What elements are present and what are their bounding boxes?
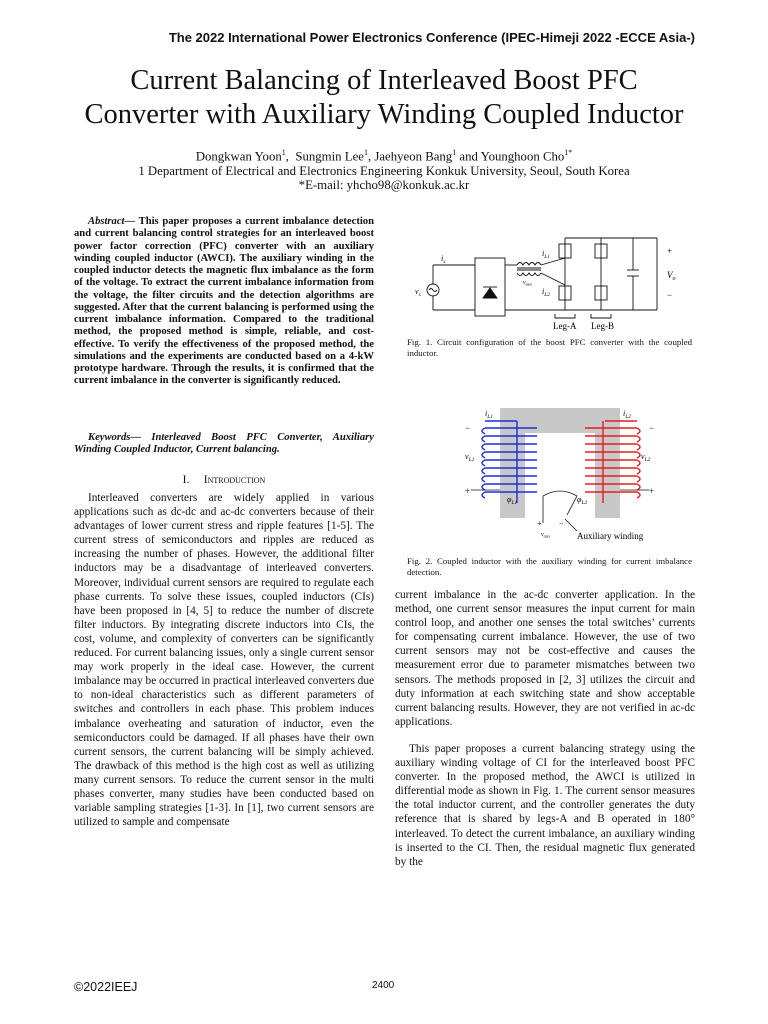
fig1-il2-sub: L2 <box>544 292 551 298</box>
svg-text:vaux <box>541 532 550 539</box>
fig2-vaux-sub: aux <box>543 533 551 539</box>
svg-text:φL2 <box>577 495 587 506</box>
author-affiliation-mark: 1* <box>564 148 573 157</box>
fig2-phi2-label: φ <box>577 495 582 504</box>
section-title: Introduction <box>203 474 266 486</box>
author-affiliation-mark: 1 <box>452 148 457 157</box>
fig1-il2-label: i <box>542 287 545 296</box>
fig2-vl1-sub: L1 <box>468 457 475 463</box>
fig1-vaux-label: v <box>523 280 526 286</box>
fig2-vl1-label: v <box>465 452 469 461</box>
abstract-text: — This paper proposes a current imbalance detection and current balancing control strategies for an interleaved boost power factor correction (PFC) converter with an auxiliary winding coupled inductor (AWCI). The auxiliary winding in the coupled inductor detects the magnetic flux imbalance as the form of the voltage. To extract the current imbalance information from the voltage, the filter circuits and the detection algorithms are suggested. After that the current balancing is performed using the current imbalance information. Compared to the traditional method, the proposed method is simple, reliable, and cost-effective. To verify the effectiveness of the proposed method, the simulations and the experiments are conducted based on a 4-kW prototype hardware. Through the results, it is confirmed that the current imbalance in the converter is significantly reduced. <box>74 216 374 387</box>
right-paragraph-2: This paper proposes a current balancing strategy using the auxiliary winding voltage of CI for the interleaved boost PFC converter. In the proposed method, the AWCI is utilized in differential mode as shown in Fig. 1. The current sensor measures the total inductor current, and the controller generates the duty reference that is shared by legs-A and B operated in 180° interleaved. To detect the current imbalance, an auxiliary winding is inserted to the CI. Then, the residual magnetic flux generated by the <box>395 743 695 868</box>
conference-header: The 2022 International Power Electronics Conference (IPEC-Himeji 2022 -ECCE Asia-) <box>168 30 695 45</box>
paper-title <box>0 64 768 132</box>
fig2-vaux-label: v <box>541 532 544 538</box>
section-number: I. <box>182 474 190 486</box>
fig2-minus-aux: − <box>559 519 564 528</box>
fig1-vo-sub: o <box>672 276 676 282</box>
svg-text:iL2 <box>623 409 631 420</box>
figure-1-circuit <box>405 228 690 334</box>
author-list: Dongkwan Yoon$^1$, Sungmin Lee$^1$, Jaehyeon Bang$^1$ and Younghoon Cho$^{1*}$ <box>195 148 573 164</box>
svg-text:vL1 <box>465 452 475 463</box>
author-name: Sungmin Lee <box>295 149 364 164</box>
fig1-is-label: i <box>441 254 444 263</box>
intro-paragraph-1: Interleaved converters are widely applied in various applications such as dc-dc and ac-dc converters because of their advantages of lower current stress and ripple features [1-5]. The current stress of semiconductors and ripples are reduced as increasing the number of phases. However, the additional filter inductors may be a disadvantage of interleaved converters. Moreover, individual current sensors are required to regulate each phase currents. To solve these issues, coupled inductors (CIs) have been proposed in [4, 5] to reduce the number of discrete filter inductors. By integrating discrete inductors into CIs, the cost, volume, and complexity of converters can be significantly reduced. For current balancing issues, only a single current sensor may work properly in the ideal case. However, the current imbalance may be occurred in practical interleaved converters due to non-ideal characteristics such as different parameters of switches and controllers in each phase. This problem induces imbalance overheating and saturation of inductor, even the semiconductors could be damaged. If all phases have their own current sensors, the current balancing will be simply achieved. The drawback of this method is the high cost as well as utilizing many current sensors. To reduce the current sensor in the multi phases converter, many studies have been conducted based on variable sampling strategies [1-3]. In [1], two current sensors are utilized to sample and compensate <box>74 492 374 829</box>
svg-text:iL1 <box>542 249 550 260</box>
fig2-vl2-sub: L2 <box>644 457 651 463</box>
fig1-plus: + <box>667 246 673 256</box>
fig1-vo-label: V <box>667 270 673 280</box>
copyright: ©2022IEEJ <box>74 980 138 994</box>
page-number: 2400 <box>372 980 395 991</box>
affiliation: 1 Department of Electrical and Electronics Engineering Konkuk University, Seoul, South Korea <box>138 163 630 178</box>
section-heading <box>74 474 374 486</box>
fig1-vaux-sub: aux <box>525 281 533 287</box>
fig2-il2-label: i <box>623 409 626 418</box>
author-block <box>0 146 768 193</box>
svg-text:vaux <box>523 280 532 287</box>
fig1-leg-b: Leg-B <box>591 321 614 331</box>
fig1-is-sub: s <box>443 259 446 265</box>
svg-text:Vo <box>667 270 676 282</box>
fig2-minus-right: − <box>649 423 655 433</box>
fig2-plus-right: + <box>649 486 655 496</box>
fig2-vl2-label: v <box>641 452 645 461</box>
svg-text:iL2 <box>542 287 550 298</box>
fig2-phi2-sub: L2 <box>581 500 588 506</box>
author-name: Dongkwan Yoon <box>195 149 282 164</box>
fig2-plus-left: + <box>465 486 471 496</box>
fig1-vs-sub: s <box>418 292 421 298</box>
svg-text:is <box>441 254 445 265</box>
author-affiliation-mark: 1 <box>363 148 368 157</box>
keywords-label: Keywords <box>88 432 131 443</box>
fig2-plus-aux: + <box>537 519 542 528</box>
keywords-text: — Interleaved Boost PFC Converter, Auxiliary Winding Coupled Inductor, Current balancing. <box>74 432 374 456</box>
inductor-core <box>500 408 620 518</box>
figure-1-caption: Fig. 1. Circuit configuration of the boost PFC converter with the coupled inductor. <box>407 337 692 358</box>
fig2-minus-left: − <box>465 423 471 433</box>
figure-2-coupled-inductor <box>455 403 665 553</box>
svg-text:vs <box>415 287 421 298</box>
abstract-label: Abstract <box>88 216 125 227</box>
fig2-il1-label: i <box>485 409 488 418</box>
fig2-il1-sub: L1 <box>487 414 494 420</box>
fig2-aux-winding-label: Auxiliary winding <box>577 531 644 541</box>
fig1-il1-sub: L1 <box>544 254 551 260</box>
email: *E-mail: yhcho98@konkuk.ac.kr <box>298 178 470 193</box>
fig1-il1-label: i <box>542 249 545 258</box>
author-name: Younghoon Cho <box>480 149 565 164</box>
author-name: Jaehyeon Bang <box>374 149 453 164</box>
right-paragraph-1: current imbalance in the ac-dc converter application. In the method, one current sensor measures the input current for main control loop, and another one senses the total switches’ currents for compensating current imbalance. However, the use of two current sensors may not be cost-effective and causes the measurement error due to parameter mismatches between two sensors. The methods proposed in [2, 3] utilizes the circuit and duty information at each switching state and show acceptable current balancing results. However, they are not verified in ac-dc applications. <box>395 589 695 728</box>
svg-text:iL1 <box>485 409 493 420</box>
author-affiliation-mark: 1 <box>281 148 286 157</box>
fig1-minus: − <box>667 290 673 300</box>
keywords <box>74 432 374 457</box>
abstract <box>74 216 374 388</box>
title-line-2: Converter with Auxiliary Winding Coupled Inductor <box>84 99 684 130</box>
figure-2-caption: Fig. 2. Coupled inductor with the auxiliary winding for current imbalance detection. <box>407 556 692 577</box>
fig2-il2-sub: L2 <box>625 414 632 420</box>
title-line-1: Current Balancing of Interleaved Boost PFC <box>130 65 638 96</box>
fig1-vs-label: v <box>415 287 419 296</box>
fig1-leg-a: Leg-A <box>553 321 577 331</box>
fig2-phi1-sub: L1 <box>511 500 518 506</box>
fig2-phi1-label: φ <box>507 495 512 504</box>
svg-text:vL2 <box>641 452 651 463</box>
